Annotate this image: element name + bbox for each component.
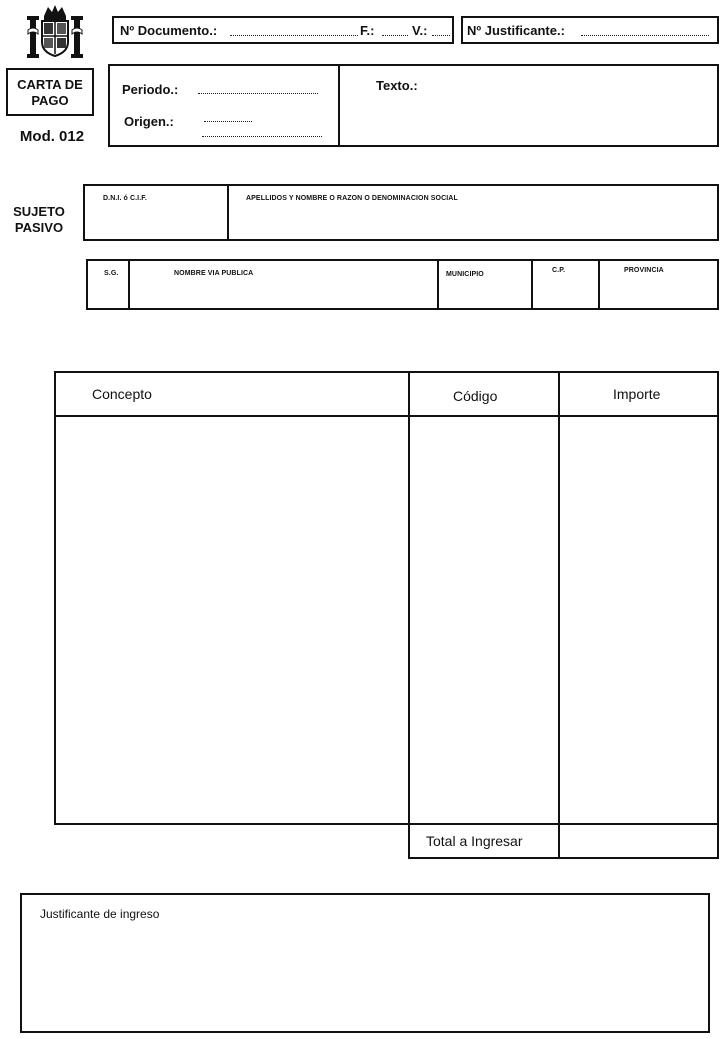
total-field[interactable] bbox=[562, 827, 716, 857]
nombre-label: APELLIDOS Y NOMBRE O RAZON O DENOMINACION SOCIAL bbox=[246, 195, 458, 202]
origen-field-short[interactable] bbox=[204, 121, 252, 122]
cp-label: C.P. bbox=[552, 267, 566, 274]
justificante-ingreso-label: Justificante de ingreso bbox=[40, 907, 160, 921]
via-label: NOMBRE VIA PUBLICA bbox=[174, 270, 254, 277]
justificante-field[interactable] bbox=[581, 35, 709, 36]
codigo-field[interactable] bbox=[412, 420, 556, 820]
periodo-field[interactable] bbox=[198, 93, 318, 94]
model-number: Mod. 012 bbox=[19, 128, 85, 145]
importe-field[interactable] bbox=[562, 420, 716, 820]
f-field[interactable] bbox=[382, 35, 408, 36]
importe-header: Importe bbox=[613, 386, 661, 402]
direccion-divider bbox=[437, 259, 439, 310]
periodo-box bbox=[108, 64, 719, 147]
periodo-label: Periodo.: bbox=[122, 82, 179, 97]
texto-label: Texto.: bbox=[376, 78, 418, 93]
dni-field[interactable] bbox=[88, 208, 224, 238]
documento-box bbox=[112, 16, 454, 44]
coat-of-arms-icon bbox=[22, 2, 88, 60]
concepto-field[interactable] bbox=[58, 420, 406, 820]
direccion-divider bbox=[128, 259, 130, 310]
table-header-divider bbox=[54, 415, 719, 417]
codigo-header: Código bbox=[453, 388, 498, 404]
periodo-divider bbox=[338, 64, 340, 147]
form-title-line: PAGO bbox=[31, 93, 69, 108]
sujeto-pasivo-label: SUJETO PASIVO bbox=[13, 204, 65, 235]
documento-label: Nº Documento.: bbox=[120, 23, 218, 38]
direccion-divider bbox=[531, 259, 533, 310]
total-label: Total a Ingresar bbox=[426, 833, 523, 849]
documento-field[interactable] bbox=[230, 35, 358, 36]
dni-label: D.N.I. ó C.I.F. bbox=[103, 195, 147, 202]
sg-label: S.G. bbox=[104, 270, 119, 277]
v-field[interactable] bbox=[432, 35, 450, 36]
municipio-label: MUNICIPIO bbox=[446, 271, 484, 278]
v-label: V.: bbox=[412, 23, 428, 38]
form-title-line: CARTA DE bbox=[17, 77, 83, 92]
origen-label: Origen.: bbox=[124, 114, 174, 129]
origen-field[interactable] bbox=[202, 136, 322, 137]
justificante-box bbox=[461, 16, 719, 44]
form-title bbox=[6, 68, 94, 116]
sujeto-divider bbox=[227, 184, 229, 241]
nombre-field[interactable] bbox=[232, 208, 716, 238]
direccion-divider bbox=[598, 259, 600, 310]
table-column-divider bbox=[558, 371, 560, 859]
provincia-label: PROVINCIA bbox=[624, 267, 664, 274]
justificante-label: Nº Justificante.: bbox=[467, 23, 565, 38]
concepto-header: Concepto bbox=[92, 386, 152, 402]
table-column-divider bbox=[408, 371, 410, 859]
f-label: F.: bbox=[360, 23, 375, 38]
